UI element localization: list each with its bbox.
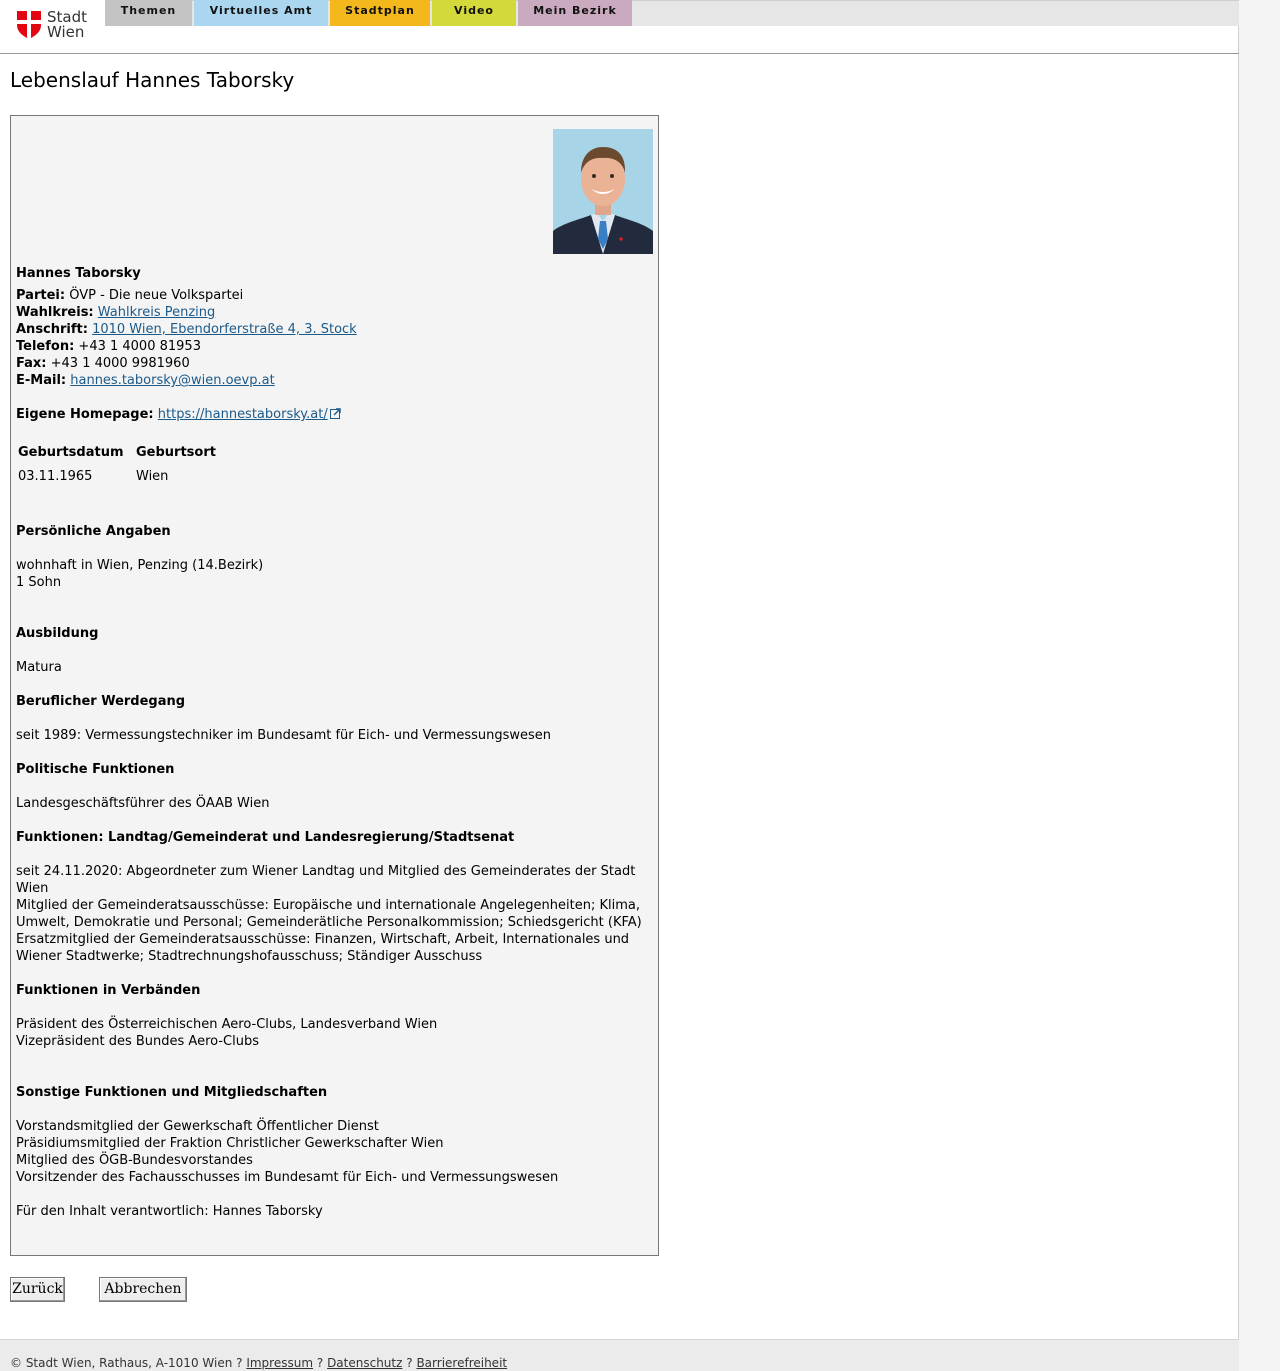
ausbildung-line-1: Matura: [16, 660, 62, 675]
section-title-persoenlich: Persönliche Angaben: [16, 524, 171, 539]
footer-copyright: © Stadt Wien, Rathaus, A-1010 Wien ?: [10, 1356, 243, 1370]
telefon-row: [16, 338, 201, 355]
logo-text-stadt: Stadt: [47, 8, 87, 26]
anschrift-label: Anschrift:: [16, 322, 88, 337]
homepage-link[interactable]: https://hannestaborsky.at/: [157, 407, 328, 422]
fax-value: +43 1 4000 9981960: [50, 356, 190, 371]
homepage-row: [16, 406, 341, 423]
wahlkreis-label: Wahlkreis:: [16, 305, 94, 320]
partei-label: Partei:: [16, 288, 66, 303]
beruf-line-1: seit 1989: Vermessungstechniker im Bundesamt für Eich- und Vermessungswesen: [16, 728, 552, 743]
fax-row: [16, 355, 190, 372]
logo-text-wien: Wien: [47, 23, 85, 41]
birth-header-date: Geburtsdatum: [18, 445, 124, 460]
landtag-paragraph-2: Mitglied der Gemeinderatsausschüsse: Europäische und internationale Angelegenheiten; Klima, Umwelt, Demokratie und Personal; Gemeinderätliche Personalkommission; Schiedsgericht (KFA): [16, 898, 642, 930]
landtag-paragraph-1: seit 24.11.2020: Abgeordneter zum Wiener Landtag und Mitglied des Gemeinderates der Stadt Wien: [16, 864, 636, 896]
verbaende-line-1: Präsident des Österreichischen Aero-Clubs, Landesverband Wien: [16, 1017, 438, 1032]
stadt-wien-logo[interactable]: [17, 10, 93, 42]
landtag-paragraph-3: Ersatzmitglied der Gemeinderatsausschüsse: Finanzen, Wirtschaft, Arbeit, Internationales und Wiener Stadtwerke; Stadtrechnungshofausschuss; Ständiger Ausschuss: [16, 932, 630, 964]
tab-stadtplan[interactable]: Stadtplan: [330, 0, 430, 26]
footer-datenschutz-link[interactable]: Datenschutz: [327, 1356, 403, 1370]
person-name: Hannes Taborsky: [16, 266, 141, 281]
birth-date-value: 03.11.1965: [18, 469, 93, 484]
partei-value: ÖVP - Die neue Volkspartei: [69, 288, 244, 303]
content-responsibility-note: Für den Inhalt verantwortlich: Hannes Taborsky: [16, 1204, 323, 1219]
page-title: Lebenslauf Hannes Taborsky: [10, 68, 295, 92]
sonstige-line-2: Präsidiumsmitglied der Fraktion Christlicher Gewerkschafter Wien: [16, 1136, 444, 1151]
telefon-value: +43 1 4000 81953: [78, 339, 201, 354]
persoenlich-line-1: wohnhaft in Wien, Penzing (14.Bezirk): [16, 558, 264, 573]
tab-virtuelles-amt[interactable]: Virtuelles Amt: [194, 0, 328, 26]
site-header: [0, 0, 1239, 54]
section-title-ausbildung: Ausbildung: [16, 626, 99, 641]
footer-impressum-link[interactable]: Impressum: [246, 1356, 314, 1370]
tab-video[interactable]: Video: [432, 0, 516, 26]
wahlkreis-row: [16, 304, 215, 321]
tab-themen[interactable]: Themen: [105, 0, 192, 26]
verbaende-line-2: Vizepräsident des Bundes Aero-Clubs: [16, 1034, 259, 1049]
section-title-landtag: Funktionen: Landtag/Gemeinderat und Landesregierung/Stadtsenat: [16, 830, 515, 845]
section-title-verbaende: Funktionen in Verbänden: [16, 983, 201, 998]
tab-mein-bezirk[interactable]: Mein Bezirk: [518, 0, 632, 26]
sonstige-line-4: Vorsitzender des Fachausschusses im Bundesamt für Eich- und Vermessungswesen: [16, 1170, 559, 1185]
partei-row: [16, 287, 243, 304]
logo-text: [47, 10, 107, 40]
portrait-photo: [553, 129, 653, 254]
email-link[interactable]: hannes.taborsky@wien.oevp.at: [70, 373, 275, 388]
footer-separator: ?: [406, 1356, 413, 1370]
email-label: E-Mail:: [16, 373, 67, 388]
telefon-label: Telefon:: [16, 339, 75, 354]
site-footer: [0, 1339, 1239, 1371]
section-title-beruf: Beruflicher Werdegang: [16, 694, 186, 709]
homepage-label: Eigene Homepage:: [16, 407, 154, 422]
politisch-line-1: Landesgeschäftsführer des ÖAAB Wien: [16, 796, 270, 811]
external-link-icon: [330, 408, 341, 419]
sonstige-line-3: Mitglied des ÖGB-Bundesvorstandes: [16, 1153, 253, 1168]
section-title-politisch: Politische Funktionen: [16, 762, 175, 777]
email-row: [16, 372, 275, 389]
wien-shield-icon: [17, 11, 41, 39]
cv-card: [10, 115, 659, 1256]
footer-separator: ?: [316, 1356, 324, 1370]
anschrift-link[interactable]: 1010 Wien, Ebendorferstraße 4, 3. Stock: [92, 322, 357, 337]
anschrift-row: [16, 321, 357, 338]
sonstige-line-1: Vorstandsmitglied der Gewerkschaft Öffentlicher Dienst: [16, 1119, 379, 1134]
wahlkreis-link[interactable]: Wahlkreis Penzing: [97, 305, 216, 320]
footer-barrierefreiheit-link[interactable]: Barrierefreiheit: [416, 1356, 508, 1370]
cancel-button[interactable]: Abbrechen: [99, 1277, 187, 1302]
section-title-sonstige: Sonstige Funktionen und Mitgliedschaften: [16, 1085, 328, 1100]
back-button[interactable]: Zurück: [10, 1277, 65, 1302]
persoenlich-line-2: 1 Sohn: [16, 575, 62, 590]
fax-label: Fax:: [16, 356, 47, 371]
birth-header-place: Geburtsort: [136, 445, 216, 460]
birth-place-value: Wien: [136, 469, 169, 484]
footer-text: [10, 1356, 507, 1370]
